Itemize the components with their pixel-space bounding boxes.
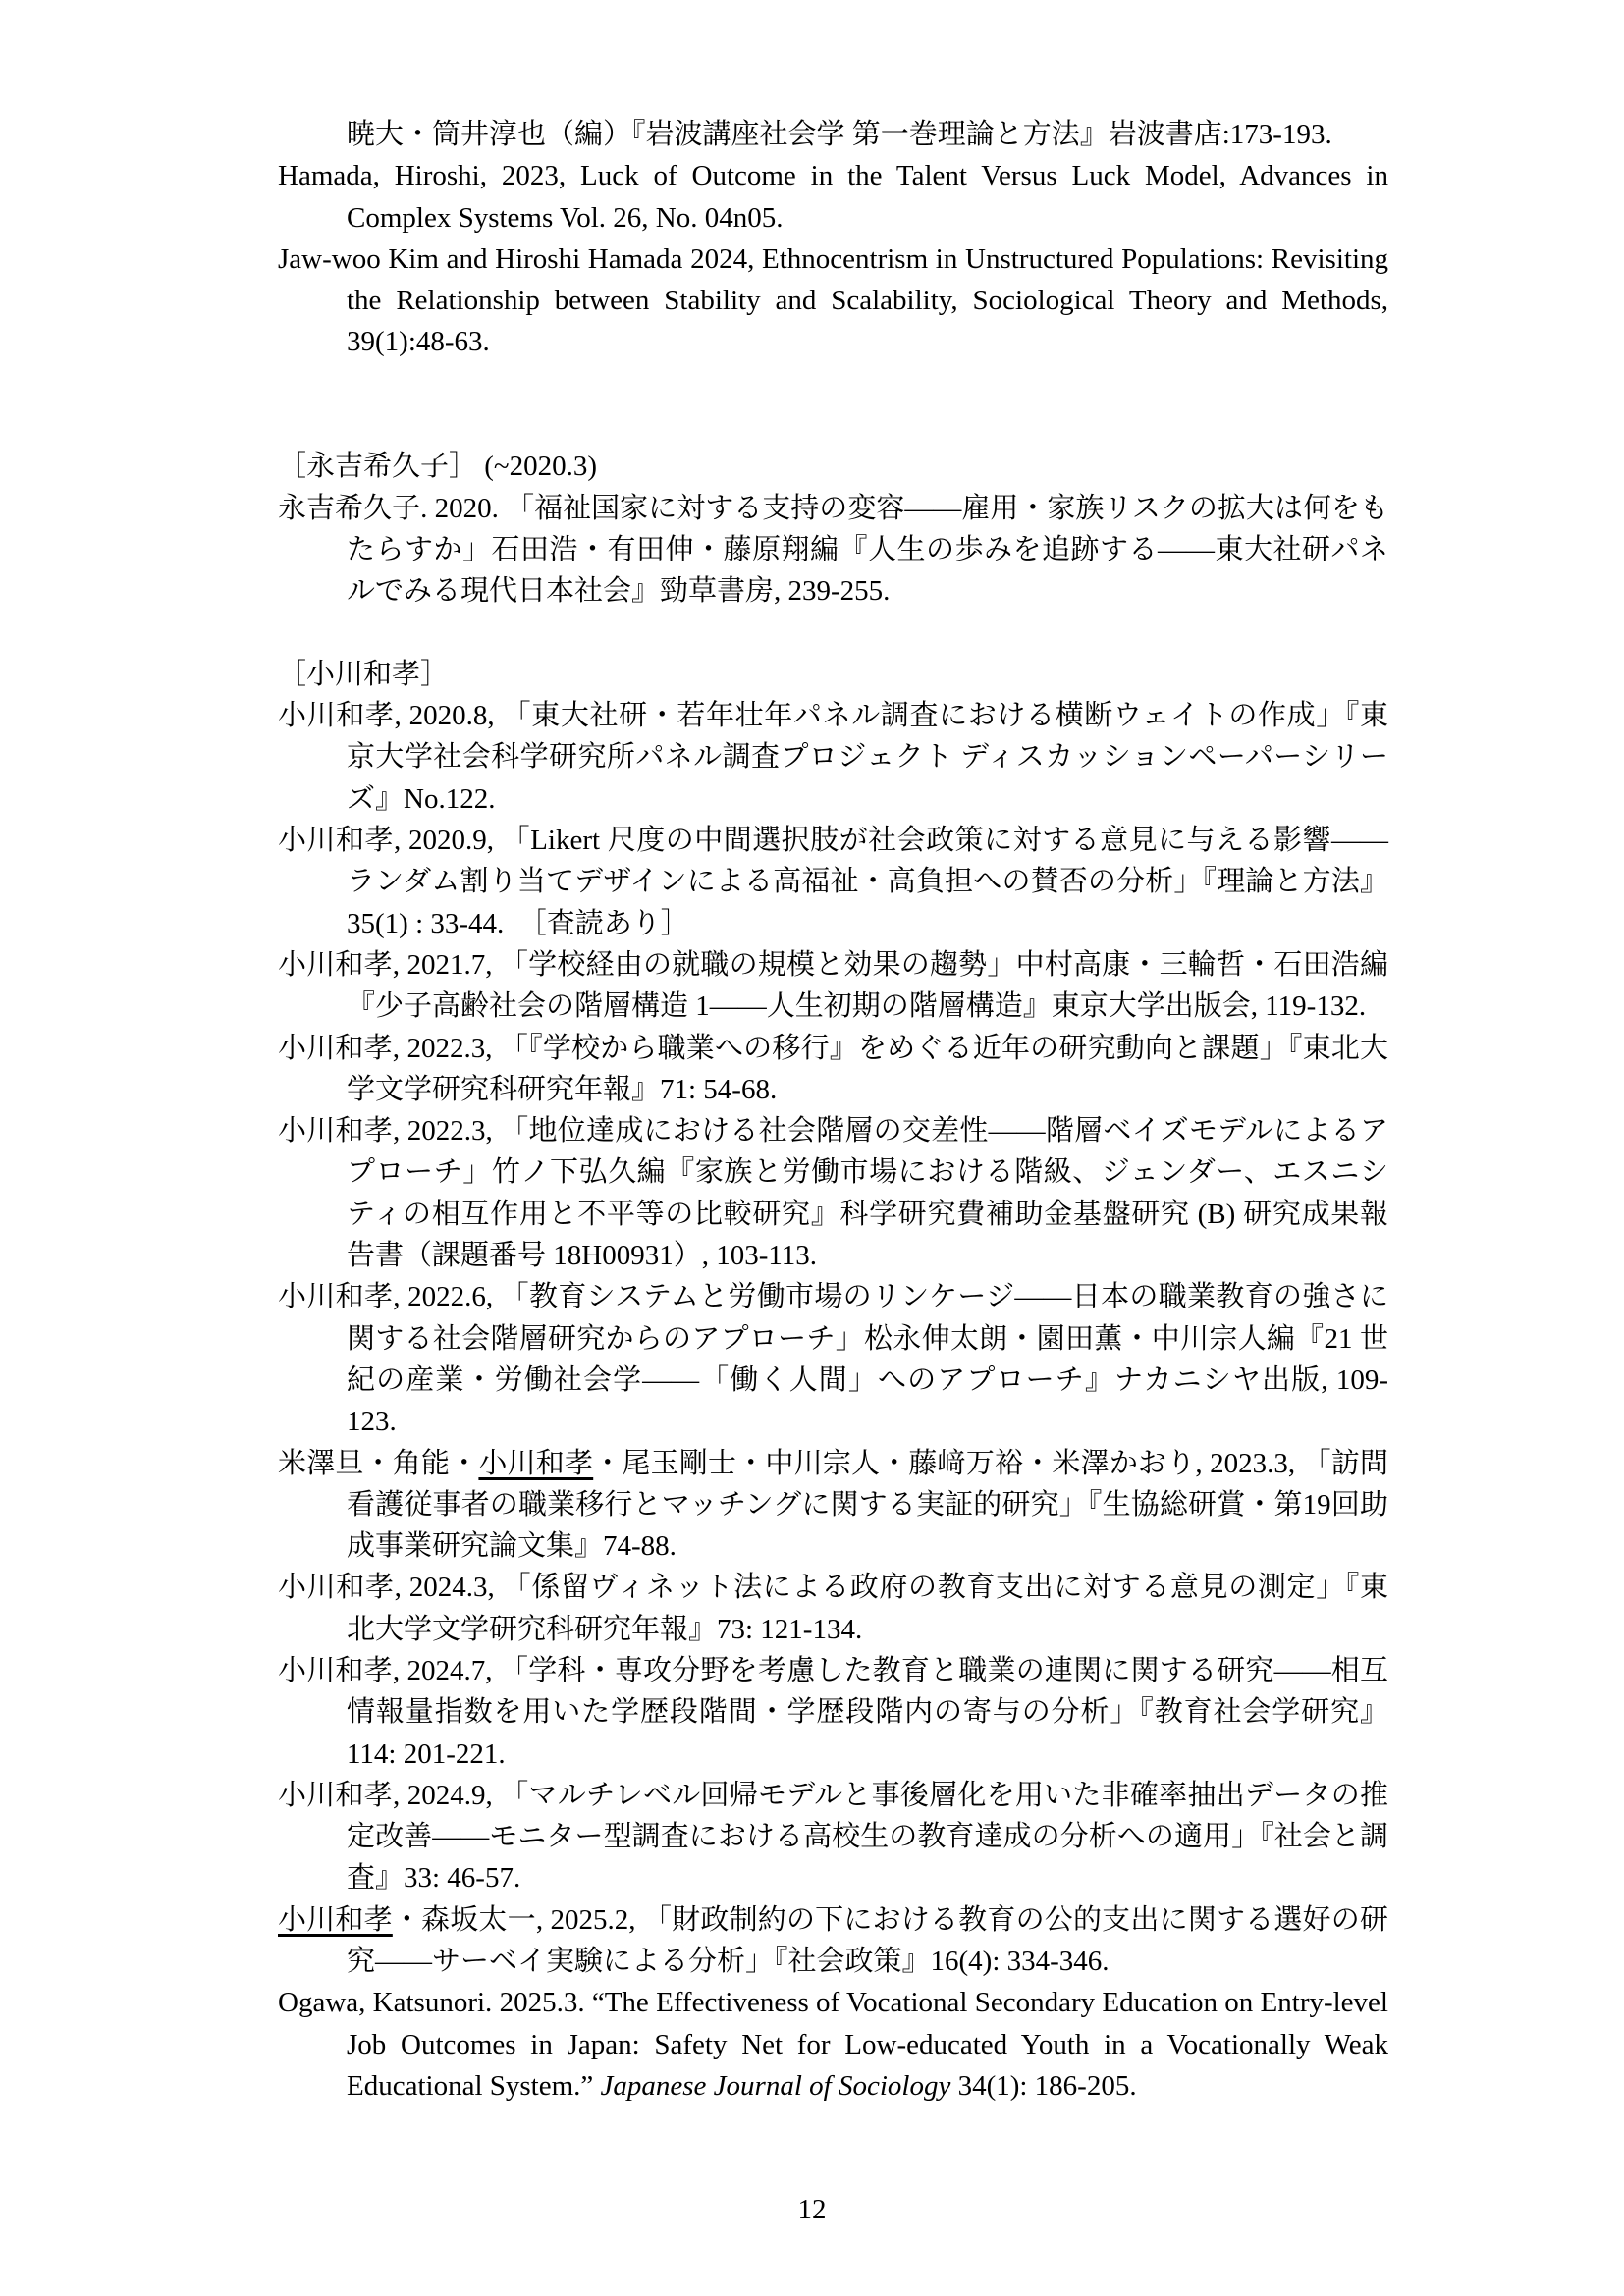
reference-entry — [278, 1899, 1388, 1983]
entry-text: Ogawa, Katsunori. 2025.3. “The Effectiveness of Vocational Secondary Education on Entry-level Job Outcomes in Japan: Safety Net for Low-educated Youth in a Vocationally Weak Educational System.” — [278, 1987, 1388, 2102]
reference-entry — [278, 944, 1388, 1028]
entry-text: 34(1): 186-205. — [950, 2069, 1137, 2102]
entry-text: 小川和孝, 2022.3, 「『学校から職業への移行』をめぐる近年の研究動向と課題」『東北大学文学研究科研究年報』71: 54-68. — [278, 1032, 1388, 1105]
reference-entry — [278, 114, 1388, 155]
reference-entry — [278, 820, 1388, 944]
entry-text: 小川和孝, 2020.9, 「Likert 尺度の中間選択肢が社会政策に対する意見に与える影響――ランダム割り当てデザインによる高福祉・高負担への賛否の分析」『理論と方法』35(1) : 33-44. ［査読あり］ — [278, 825, 1388, 939]
entry-text: 小川和孝, 2022.6, 「教育システムと労働市場のリンケージ――日本の職業教育の強さに関する社会階層研究からのアプローチ」松永伸太朗・園田薫・中川宗人編『21 世紀の産業・労働社会学――「働く人間」へのアプローチ』ナカニシヤ出版, 109-123. — [278, 1281, 1388, 1438]
section-spacer — [278, 363, 1388, 447]
entry-text: 小川和孝, 2021.7, 「学校経由の就職の規模と効果の趨勢」中村高康・三輪哲・石田浩編『少子高齢社会の階層構造 1――人生初期の階層構造』東京大学出版会, 119-132. — [278, 948, 1388, 1023]
entry-text: 小川和孝, 2020.8, 「東大社研・若年壮年パネル調査における横断ウェイトの作成」『東京大学社会科学研究所パネル調査プロジェクト ディスカッションペーパーシリーズ』No.122. — [278, 700, 1388, 815]
entry-text: Hamada, Hiroshi, 2023, Luck of Outcome in the Talent Versus Luck Model, Advances in Complex Systems Vol. 26, No. 04n05. — [278, 160, 1388, 234]
publication-list — [278, 114, 1388, 2107]
reference-entry — [278, 1443, 1388, 1568]
reference-entry — [278, 1650, 1388, 1775]
entry-text: 小川和孝, 2022.3, 「地位達成における社会階層の交差性――階層ベイズモデルによるアプローチ」竹ノ下弘久編『家族と労働市場における階級、ジェンダー、エスニシティの相互作用と不平等の比較研究』科学研究費補助金基盤研究 (B) 研究成果報告書（課題番号 18H00931）, 103-113. — [278, 1115, 1388, 1272]
entry-text: ・尾玉剛士・中川宗人・藤﨑万裕・米澤かおり, 2023.3, 「訪問看護従事者の職業移行とマッチングに関する実証的研究」『生協総研賞・第19回助成事業研究論文集』74-88. — [347, 1447, 1388, 1563]
entry-text: 小川和孝, 2024.3, 「係留ヴィネット法による政府の教育支出に対する意見の測定」『東北大学文学研究科研究年報』73: 121-134. — [278, 1572, 1388, 1645]
reference-entry — [278, 1567, 1388, 1650]
reference-entry — [278, 695, 1388, 820]
page-number: 12 — [797, 2194, 827, 2225]
section-header: ［小川和孝］ — [278, 658, 450, 690]
italic-journal-title: Japanese Journal of Sociology — [600, 2069, 951, 2102]
entry-text: ・森坂太一, 2025.2, 「財政制約の下における教育の公的支出に関する選好の研究――サーベイ実験による分析」『社会政策』16(4): 334-346. — [347, 1903, 1388, 1978]
entry-text: 小川和孝, 2024.9, 「マルチレベル回帰モデルと事後層化を用いた非確率抽出データの推定改善――モニター型調査における高校生の教育達成の分析への適用」『社会と調査』33: 46-57. — [278, 1779, 1388, 1895]
entry-text: 暁大・筒井淳也（編）『岩波講座社会学 第一巻理論と方法』岩波書店:173-193. — [347, 119, 1332, 150]
section-header: ［永吉希久子］ (~2020.3) — [278, 451, 598, 483]
reference-entry — [278, 488, 1388, 613]
underlined-author: 小川和孝 — [278, 1903, 393, 1936]
reference-entry — [278, 1982, 1388, 2107]
reference-entry — [278, 1028, 1388, 1111]
underlined-author: 小川和孝 — [478, 1447, 594, 1479]
reference-entry — [278, 1110, 1388, 1276]
entry-text: 米澤旦・角能・ — [278, 1447, 479, 1479]
reference-entry — [278, 155, 1388, 239]
entry-text: Jaw-woo Kim and Hiroshi Hamada 2024, Ethnocentrism in Unstructured Populations: Revisiting the Relationship between Stability and Scalability, Sociological Theory and Methods, 39(1):48-63. — [278, 242, 1388, 358]
reference-entry — [278, 1276, 1388, 1442]
reference-entry — [278, 1775, 1388, 1899]
section-spacer — [278, 613, 1388, 654]
entry-text: 小川和孝, 2024.7, 「学科・専攻分野を考慮した教育と職業の連関に関する研究――相互情報量指数を用いた学歴段階間・学歴段階内の寄与の分析」『教育社会学研究』114: 201-221. — [278, 1654, 1388, 1770]
reference-entry — [278, 239, 1388, 363]
entry-text: 永吉希久子. 2020. 「福祉国家に対する支持の変容――雇用・家族リスクの拡大は何をもたらすか」石田浩・有田伸・藤原翔編『人生の歩みを追跡する――東大社研パネルでみる現代日本社会』勁草書房, 239-255. — [278, 492, 1388, 608]
